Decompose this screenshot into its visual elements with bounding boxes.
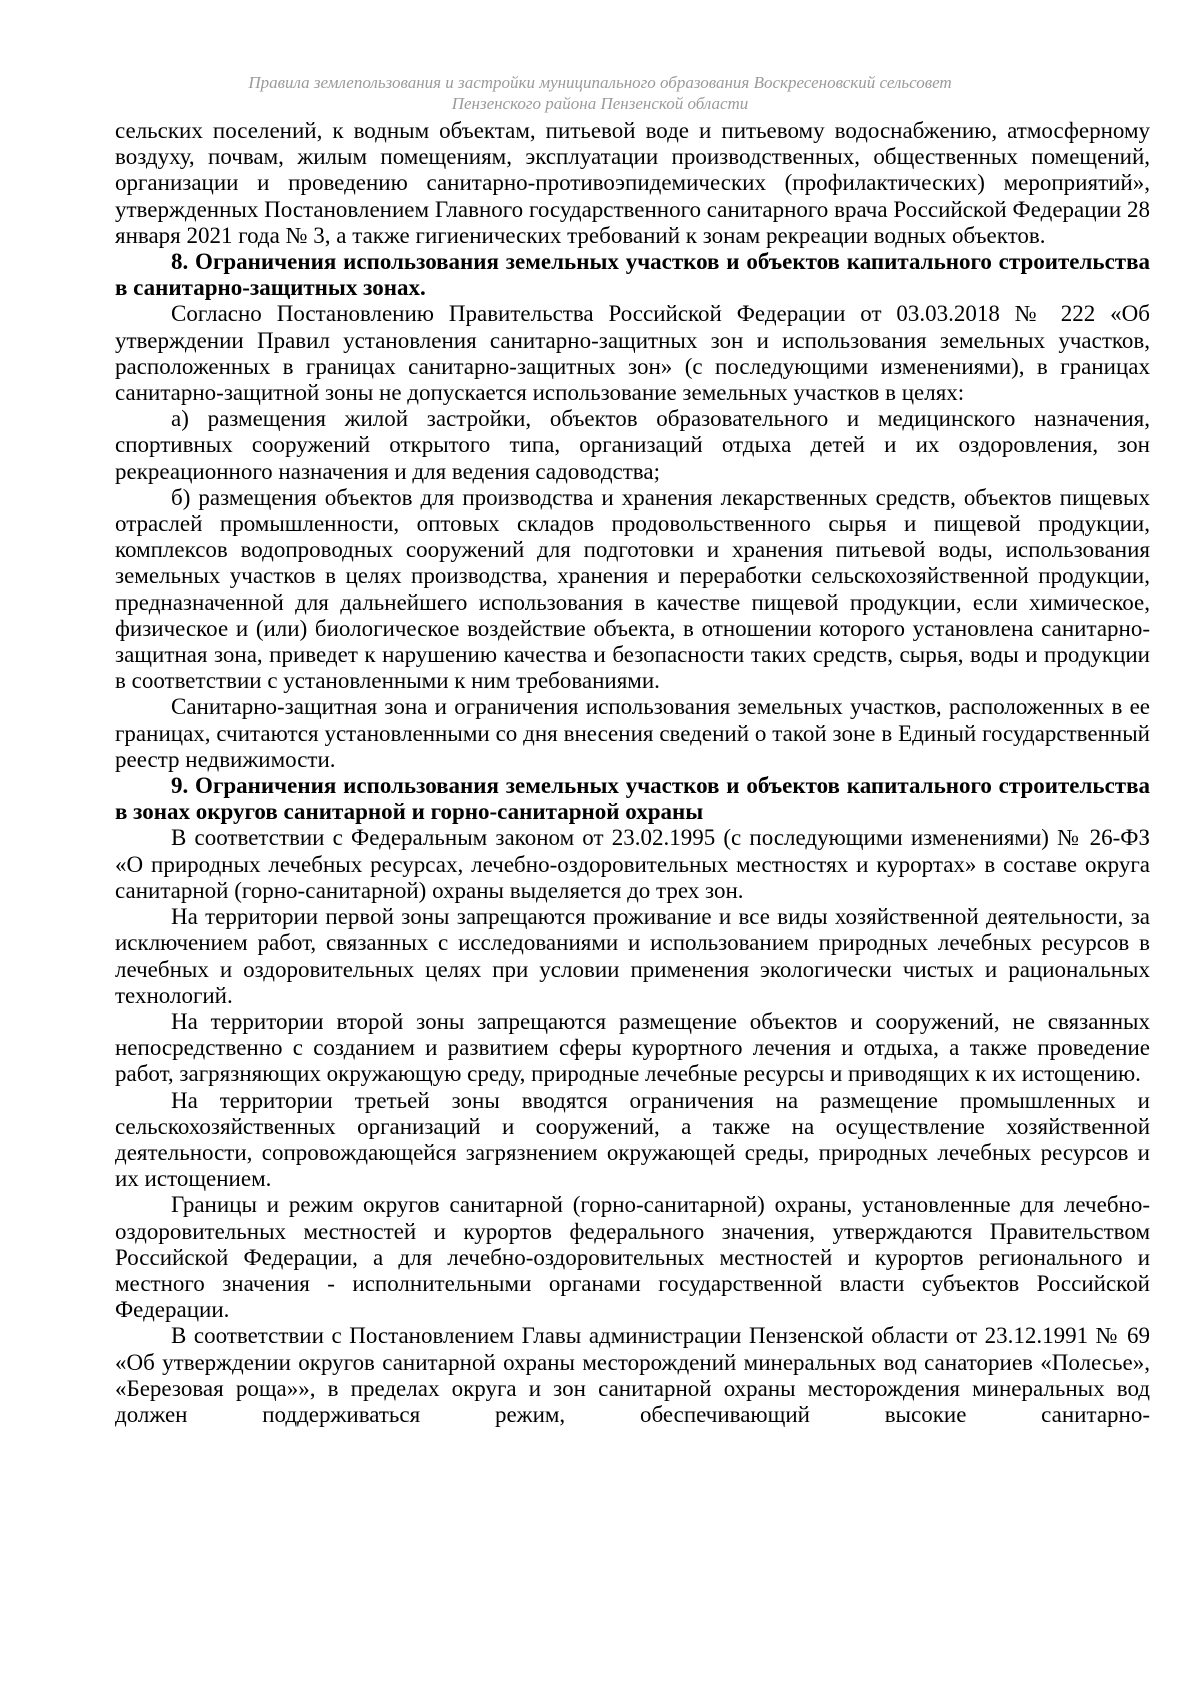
section-heading-8: 8. Ограничения использования земельных участков и объектов капитального строительства в санитарно-защитных зонах. bbox=[115, 249, 1150, 301]
paragraph: Санитарно-защитная зона и ограничения использования земельных участков, расположенных в ее границах, считаются установленными со дня внесения сведений о такой зоне в Единый государственный реестр недвижимости. bbox=[115, 694, 1150, 772]
paragraph: На территории третьей зоны вводятся ограничения на размещение промышленных и сельскохозяйственных организаций и сооружений, а также на осуществление хозяйственной деятельности, сопровождающейся загрязнением окружающей среды, природных лечебных ресурсов и их истощением. bbox=[115, 1087, 1150, 1192]
header-line-2: Пензенского района Пензенской области bbox=[451, 94, 749, 113]
paragraph: Границы и режим округов санитарной (горно-санитарной) охраны, установленные для лечебно-оздоровительных местностей и курортов федерального значения, утверждаются Правительством Российской Федерации, а для лечебно-оздоровительных местностей и курортов регионального и местного значения - исполнительными органами государственной власти субъектов Российской Федерации. bbox=[115, 1192, 1150, 1323]
paragraph: На территории второй зоны запрещаются размещение объектов и сооружений, не связанных непосредственно с созданием и развитием сферы курортного лечения и отдыха, а также проведение работ, загрязняющих окружающую среду, природные лечебные ресурсы и приводящих к их истощению. bbox=[115, 1008, 1150, 1087]
paragraph: Согласно Постановлению Правительства Российской Федерации от 03.03.2018 № 222 «Об утверждении Правил установления санитарно-защитных зон и использования земельных участков, расположенных в границах санитарно-защитных зон» (с последующими изменениями), в границах санитарно-защитной зоны не допускается использование земельных участков в целях: bbox=[115, 301, 1150, 406]
paragraph-continues: В соответствии с Постановлением Главы администрации Пензенской области от 23.12.1991 № 69 «Об утверждении округов санитарной охраны месторождений минеральных вод санаториев «Полесье», «Березовая роща»», в пределах округа и зон санитарной охраны месторождения минеральных вод должен поддерживаться режим, обеспечивающий высокие санитарно- bbox=[115, 1323, 1150, 1427]
document-body bbox=[115, 118, 1150, 1428]
paragraph: На территории первой зоны запрещаются проживание и все виды хозяйственной деятельности, за исключением работ, связанных с исследованиями и использованием природных лечебных ресурсов в лечебных и оздоровительных целях при условии применения экологически чистых и рациональных технологий. bbox=[115, 904, 1150, 1008]
header-line-1: Правила землепользования и застройки муниципального образования Воскресеновский сельсовет bbox=[248, 73, 952, 92]
paragraph: В соответствии с Федеральным законом от 23.02.1995 (с последующими изменениями) № 26-ФЗ «О природных лечебных ресурсах, лечебно-оздоровительных местностях и курортах» в составе округа санитарной (горно-санитарной) охраны выделяется до трех зон. bbox=[115, 825, 1150, 903]
section-heading-9: 9. Ограничения использования земельных участков и объектов капитального строительства в зонах округов санитарной и горно-санитарной охраны bbox=[115, 773, 1150, 825]
list-item-b: б) размещения объектов для производства и хранения лекарственных средств, объектов пищевых отраслей промышленности, оптовых складов продовольственного сырья и пищевой продукции, комплексов водопроводных сооружений для подготовки и хранения питьевой воды, использования земельных участков в целях производства, хранения и переработки сельскохозяйственной продукции, предназначенной для дальнейшего использования в качестве пищевой продукции, если химическое, физическое и (или) биологическое воздействие объекта, в отношении которого установлена санитарно-защитная зона, приведет к нарушению качества и безопасности таких средств, сырья, воды и продукции в соответствии с установленными к ним требованиями. bbox=[115, 484, 1150, 694]
paragraph-continuation: сельских поселений, к водным объектам, питьевой воде и питьевому водоснабжению, атмосферному воздуху, почвам, жилым помещениям, эксплуатации производственных, общественных помещений, организации и проведению санитарно-противоэпидемических (профилактических) мероприятий», утвержденных Постановлением Главного государственного санитарного врача Российской Федерации 28 января 2021 года № 3, а также гигиенических требований к зонам рекреации водных объектов. bbox=[115, 118, 1150, 248]
page-header bbox=[0, 72, 1200, 114]
list-item-a: а) размещения жилой застройки, объектов образовательного и медицинского назначения, спортивных сооружений открытого типа, организаций отдыха детей и их оздоровления, зон рекреационного назначения и для ведения садоводства; bbox=[115, 406, 1150, 484]
